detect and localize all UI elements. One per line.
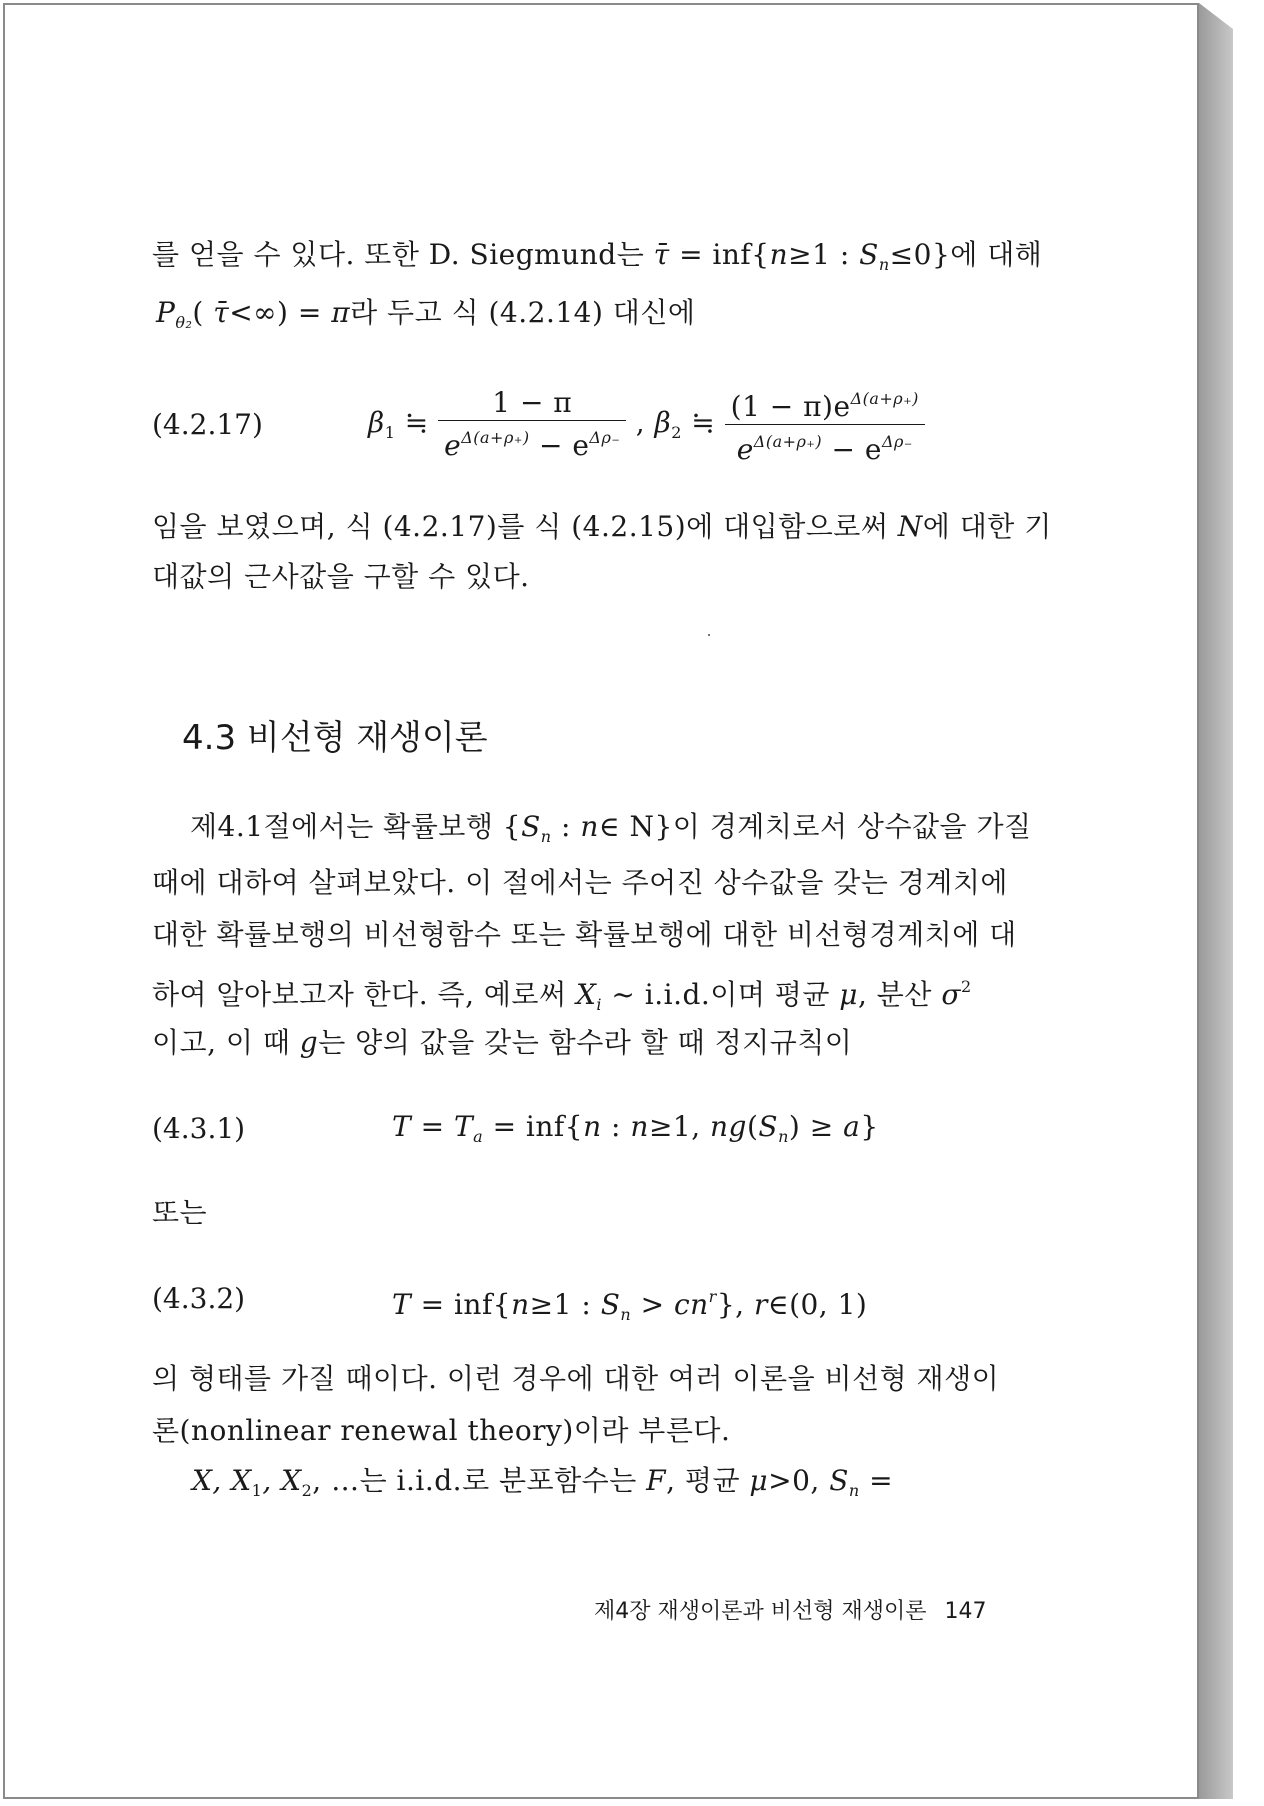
running-footer — [594, 1594, 987, 1625]
text-line-11: 론(nonlinear renewal theory)이라 부른다. — [152, 1414, 731, 1447]
running-head: 제4장 재생이론과 비선형 재생이론 — [594, 1599, 927, 1624]
equation-4-2-17: $\beta_1$ ≒ $\frac{1 - \pi}{e^{\Delta(a+\rho_+)} - e^{\Delta\rho_-}}$ , $\beta_2$ ≒ $\frac{(1 - \pi)e^{\Delta(a+\rho_+)}}{e^{\Delta(a+\rho_+)} - e^{\Delta\rho_-}}$ — [368, 382, 925, 467]
text-line-6: 때에 대하여 살펴보았다. 이 절에서는 주어진 상수값을 갖는 경계치에 — [152, 866, 1008, 899]
text-line-2: $P_{\theta_2}$( τ̄<∞) = π라 두고 식 (4.2.14) 대신에 — [156, 296, 696, 332]
text-line-4: 대값의 근사값을 구할 수 있다. — [152, 560, 530, 593]
equation-4-3-1: $T = T_a = inf\{n$ : n≥1, $ng(S_n) \ge a$} — [392, 1110, 879, 1146]
text-line-7: 대한 확률보행의 비선형함수 또는 확률보행에 대한 비선형경계치에 대 — [152, 918, 1017, 951]
equation-label-4-2-17: (4.2.17) — [152, 408, 263, 441]
text-ttonun: 또는 — [152, 1196, 208, 1229]
page-number: 147 — [944, 1599, 987, 1624]
scan-speck — [708, 634, 710, 636]
text-line-5: 제4.1절에서는 확률보행 {$S_n$ : n∈ N}이 경계치로서 상수값을 가질 — [190, 810, 1032, 846]
page-edge-shadow — [1199, 3, 1233, 1799]
text-line-9: 이고, 이 때 g는 양의 값을 갖는 함수라 할 때 정지규칙이 — [152, 1026, 853, 1059]
text-line-12: X, $X_1$, $X_2$, …는 i.i.d.로 분포함수는 F, 평균 μ>0, $S_n$ = — [192, 1464, 894, 1500]
fraction-beta2: $\frac{(1 - \pi)e^{\Delta(a+\rho_+)}}{e^{\Delta(a+\rho_+)} - e^{\Delta\rho_-}}$ — [725, 382, 925, 467]
fraction-beta1: $\frac{1 - \pi}{e^{\Delta(a+\rho_+)} - e^{\Delta\rho_-}}$ — [438, 386, 626, 463]
text-line-10: 의 형태를 가질 때이다. 이런 경우에 대한 여러 이론을 비선형 재생이 — [152, 1362, 1000, 1395]
equation-label-4-3-1: (4.3.1) — [152, 1112, 246, 1145]
equation-label-4-3-2: (4.3.2) — [152, 1282, 246, 1315]
section-heading: 4.3 비선형 재생이론 — [182, 718, 488, 758]
text-line-3: 임을 보였으며, 식 (4.2.17)를 식 (4.2.15)에 대입함으로써 N에 대한 기 — [152, 510, 1052, 543]
equation-4-3-2: T = inf{n≥1 : $S_n > cn^r$}, r∈(0, 1) — [392, 1287, 868, 1324]
text-line-8: 하여 알아보고자 한다. 즉, 예로써 $X_i$ ~ i.i.d.이며 평균 μ, 분산 $\sigma^2$ — [152, 977, 972, 1014]
text-line-1: 를 얻을 수 있다. 또한 D. Siegmund는 τ̄ = inf{n≥1 : $S_n\le 0$}에 대해 — [152, 238, 1043, 274]
